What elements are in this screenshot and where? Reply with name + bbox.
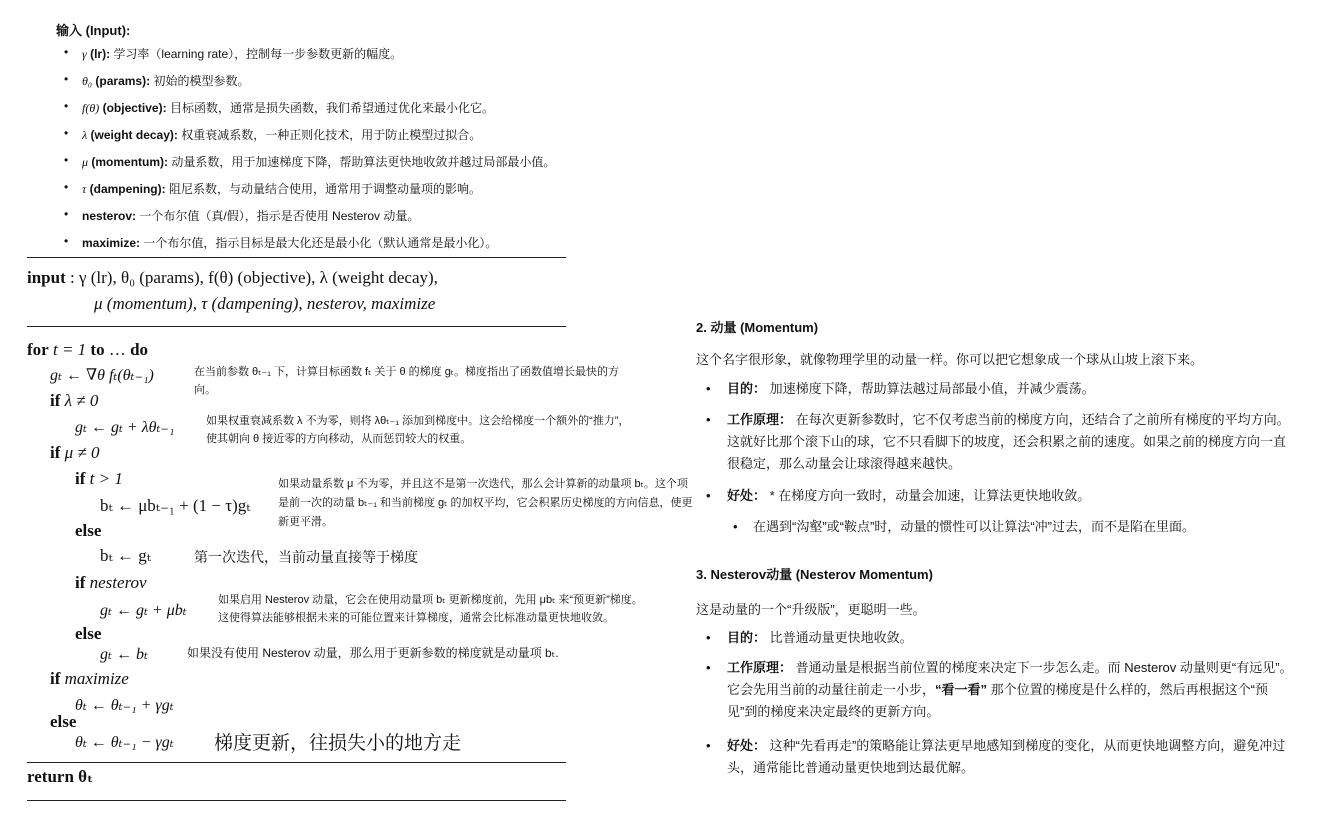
- list-item: [706, 485, 1297, 507]
- annotation-first-iteration: 第一次迭代，当前动量直接等于梯度: [194, 549, 418, 565]
- divider: [27, 326, 566, 327]
- else-keyword: else: [75, 521, 102, 540]
- nesterov-heading: 3. Nesterov动量 (Nesterov Momentum): [696, 567, 933, 582]
- nesterov-intro: 这是动量的一个“升级版”，更聪明一些。: [696, 602, 926, 617]
- return-line: [27, 767, 93, 787]
- weight-decay-line: gₜ ← gₜ + λθₜ₋₁: [75, 419, 175, 436]
- input-desc: 动量系数，用于加速梯度下降，帮助算法更快地收敛并越过局部最小值。: [171, 155, 556, 169]
- for-expr: t = 1: [52, 340, 87, 359]
- if-keyword: if: [50, 669, 61, 688]
- input-name: (weight decay):: [90, 128, 178, 142]
- benefit-label: 好处：: [727, 488, 767, 503]
- input-desc: 学习率（learning rate），控制每一步参数更新的幅度。: [113, 47, 403, 61]
- minimize-update-line: θₜ ← θₜ₋₁ − γgₜ: [75, 734, 174, 751]
- input-symbol: μ: [82, 155, 89, 169]
- divider: [27, 800, 566, 801]
- annotation-no-nesterov: 如果没有使用 Nesterov 动量，那么用于更新参数的梯度就是动量项 bₜ.: [187, 646, 559, 660]
- input-symbol: θ₀: [82, 74, 93, 88]
- input-desc: 权重衰减系数，一种正则化技术，用于防止模型过拟合。: [181, 128, 482, 142]
- list-item: [706, 378, 1297, 400]
- if-maximize-line: [50, 669, 129, 689]
- principle-emphasis: “看一看”: [935, 682, 988, 697]
- gradient-buffer-line: gₜ ← bₜ: [100, 646, 148, 663]
- annotation-decay: 如果权重衰减系数 λ 不为零，则将 λθₜ₋₁ 添加到梯度中。这会给梯度一个额外的“推力”，: [206, 415, 630, 427]
- purpose-label: 目的：: [727, 381, 767, 396]
- input-name: nesterov:: [82, 209, 137, 223]
- input-keyword: input: [27, 268, 66, 287]
- benefit-text: * 在梯度方向一致时，动量会加速，让算法更快地收敛。: [769, 488, 1091, 503]
- inputs-heading: 输入 (Input):: [56, 23, 131, 38]
- input-name: maximize:: [82, 236, 141, 250]
- if-nesterov-line: [75, 573, 147, 593]
- algo-input-line-1: [27, 268, 438, 288]
- annotation-momentum-cont: 是前一次的动量 bₜ₋₁ 和当前梯度 gₜ 的加权平均，它会积累历史梯度的方向信息，使更: [278, 497, 693, 509]
- input-name: (objective):: [102, 101, 167, 115]
- input-desc: 初始的模型参数。: [153, 74, 250, 88]
- bullet-icon: •: [733, 519, 738, 534]
- input-name: (dampening):: [89, 182, 166, 196]
- buffer-init-line: bₜ ← gₜ: [100, 546, 151, 565]
- for-dots: …: [108, 340, 126, 359]
- input-symbol: τ: [82, 182, 87, 196]
- if-keyword: if: [75, 469, 86, 488]
- benefit-label: 好处：: [727, 738, 767, 753]
- lambda-condition: λ ≠ 0: [64, 391, 99, 410]
- if-t-line: [75, 469, 123, 489]
- list-item: [82, 234, 497, 251]
- to-keyword: to: [90, 340, 105, 359]
- principle-label: 工作原理：: [727, 412, 793, 427]
- return-value: θₜ: [78, 767, 94, 786]
- if-keyword: if: [75, 573, 86, 592]
- else-keyword: else: [50, 712, 77, 731]
- maximize-condition: maximize: [64, 669, 129, 688]
- if-keyword: if: [50, 391, 61, 410]
- input-symbol: λ: [82, 128, 88, 142]
- list-item: [706, 735, 1287, 779]
- input-desc: 目标函数，通常是损失函数，我们希望通过优化来最小化它。: [169, 101, 494, 115]
- principle-text-cont: 那个位置的梯度是什么样的，然后再根据这个“预见”到的梯度来决定最终的更新方向。: [727, 682, 1268, 719]
- input-params: : γ (lr), θ₀ (params), f(θ) (objective), λ (weight decay),: [70, 268, 438, 287]
- input-symbol: f(θ): [82, 101, 100, 115]
- principle-text: 普通动量是根据当前位置的梯度来决定下一步怎么走。而 Nesterov 动量则更“有远见”。它会先用当前的动量往前走一小步，: [727, 660, 1293, 697]
- if-lambda-line: [50, 391, 98, 411]
- sub-benefit-text: 在遇到“沟壑”或“鞍点”时，动量的惯性可以让算法“冲”过去，而不是陷在里面。: [753, 519, 1195, 534]
- bullet-icon: •: [706, 381, 711, 396]
- list-item: [706, 627, 1297, 649]
- else-keyword: else: [75, 624, 102, 643]
- nesterov-condition: nesterov: [89, 573, 147, 592]
- if-keyword: if: [50, 443, 61, 462]
- bullet-icon: •: [706, 630, 711, 645]
- annotation-momentum-end: 新更平滑。: [278, 516, 333, 528]
- mu-condition: μ ≠ 0: [64, 443, 100, 462]
- benefit-text: 这种“先看再走”的策略能让算法更早地感知到梯度的变化，从而更快地调整方向，避免冲过头，通常能比普通动量更快地到达最优解。: [727, 738, 1286, 775]
- algo-input-line-2: μ (momentum), τ (dampening), nesterov, maximize: [94, 294, 436, 313]
- if-mu-line: [50, 443, 100, 463]
- do-keyword: do: [130, 340, 149, 359]
- t-condition: t > 1: [89, 469, 123, 488]
- nesterov-line: gₜ ← gₜ + μbₜ: [100, 602, 187, 619]
- annotation-update: 梯度更新，往损失小的地方走: [214, 733, 462, 754]
- principle-text: 在每次更新参数时，它不仅考虑当前的梯度方向，还结合了之前所有梯度的平均方向。这就好比那个滚下山的球，它不只看脚下的坡度，还会积累之前的速度。如果之前的梯度方向一直很稳定，那么动量会让球滚得越来越快。: [727, 412, 1290, 471]
- list-item: [82, 180, 481, 197]
- list-item: [82, 45, 402, 62]
- input-desc: 一个布尔值（真/假），指示是否使用 Nesterov 动量。: [139, 209, 420, 223]
- for-line: [27, 340, 148, 360]
- annotation-decay-cont: 使其朝向 θ 接近零的方向移动，从而惩罚较大的权重。: [206, 433, 472, 445]
- purpose-text: 加速梯度下降，帮助算法越过局部最小值，并减少震荡。: [769, 381, 1095, 396]
- bullet-icon: •: [706, 488, 711, 503]
- list-item: [82, 99, 494, 116]
- return-keyword: return: [27, 767, 74, 786]
- annotation-gradient-cont: 向。: [194, 384, 216, 396]
- input-symbol: γ: [82, 47, 87, 61]
- annotation-momentum: 如果动量系数 μ 不为零，并且这不是第一次迭代，那么会计算新的动量项 bₜ。这个项: [278, 478, 688, 490]
- divider: [27, 762, 566, 763]
- purpose-text: 比普通动量更快地收敛。: [769, 630, 913, 645]
- principle-label: 工作原理：: [727, 660, 793, 675]
- divider: [27, 257, 566, 258]
- momentum-intro: 这个名字很形象，就像物理学里的动量一样。你可以把它想象成一个球从山坡上滚下来。: [696, 352, 1204, 367]
- annotation-gradient: 在当前参数 θₜ₋₁ 下，计算目标函数 fₜ 关于 θ 的梯度 gₜ。梯度指出了函数值增长最快的方: [194, 366, 620, 378]
- annotation-nesterov-cont: 这使得算法能够根据未来的可能位置来计算梯度，通常会比标准动量更快地收敛。: [218, 612, 614, 624]
- momentum-heading: 2. 动量 (Momentum): [696, 320, 819, 335]
- list-item: [82, 72, 249, 89]
- input-desc: 阻尼系数，与动量结合使用，通常用于调整动量项的影响。: [168, 182, 481, 196]
- bullet-icon: •: [706, 738, 711, 753]
- list-item: [706, 657, 1293, 723]
- input-name: (momentum):: [91, 155, 169, 169]
- input-name: (params):: [95, 74, 151, 88]
- momentum-buffer-line: bₜ ← μbₜ₋₁ + (1 − τ)gₜ: [100, 496, 251, 515]
- bullet-icon: •: [706, 660, 711, 675]
- list-item: [82, 153, 555, 170]
- input-name: (lr):: [90, 47, 111, 61]
- list-item: [706, 409, 1297, 475]
- list-item: [733, 516, 1293, 538]
- maximize-update-line: θₜ ← θₜ₋₁ + γgₜ: [75, 697, 174, 714]
- for-keyword: for: [27, 340, 49, 359]
- gradient-line: gₜ ← ∇θ fₜ(θₜ₋₁): [50, 367, 154, 384]
- purpose-label: 目的：: [727, 630, 767, 645]
- list-item: [82, 207, 419, 224]
- annotation-nesterov: 如果启用 Nesterov 动量，它会在使用动量项 bₜ 更新梯度前，先用 μbₜ 来“预更新”梯度。: [218, 594, 643, 606]
- bullet-icon: •: [706, 412, 711, 427]
- input-desc: 一个布尔值，指示目标是最大化还是最小化（默认通常是最小化）。: [143, 236, 498, 250]
- list-item: [82, 126, 481, 143]
